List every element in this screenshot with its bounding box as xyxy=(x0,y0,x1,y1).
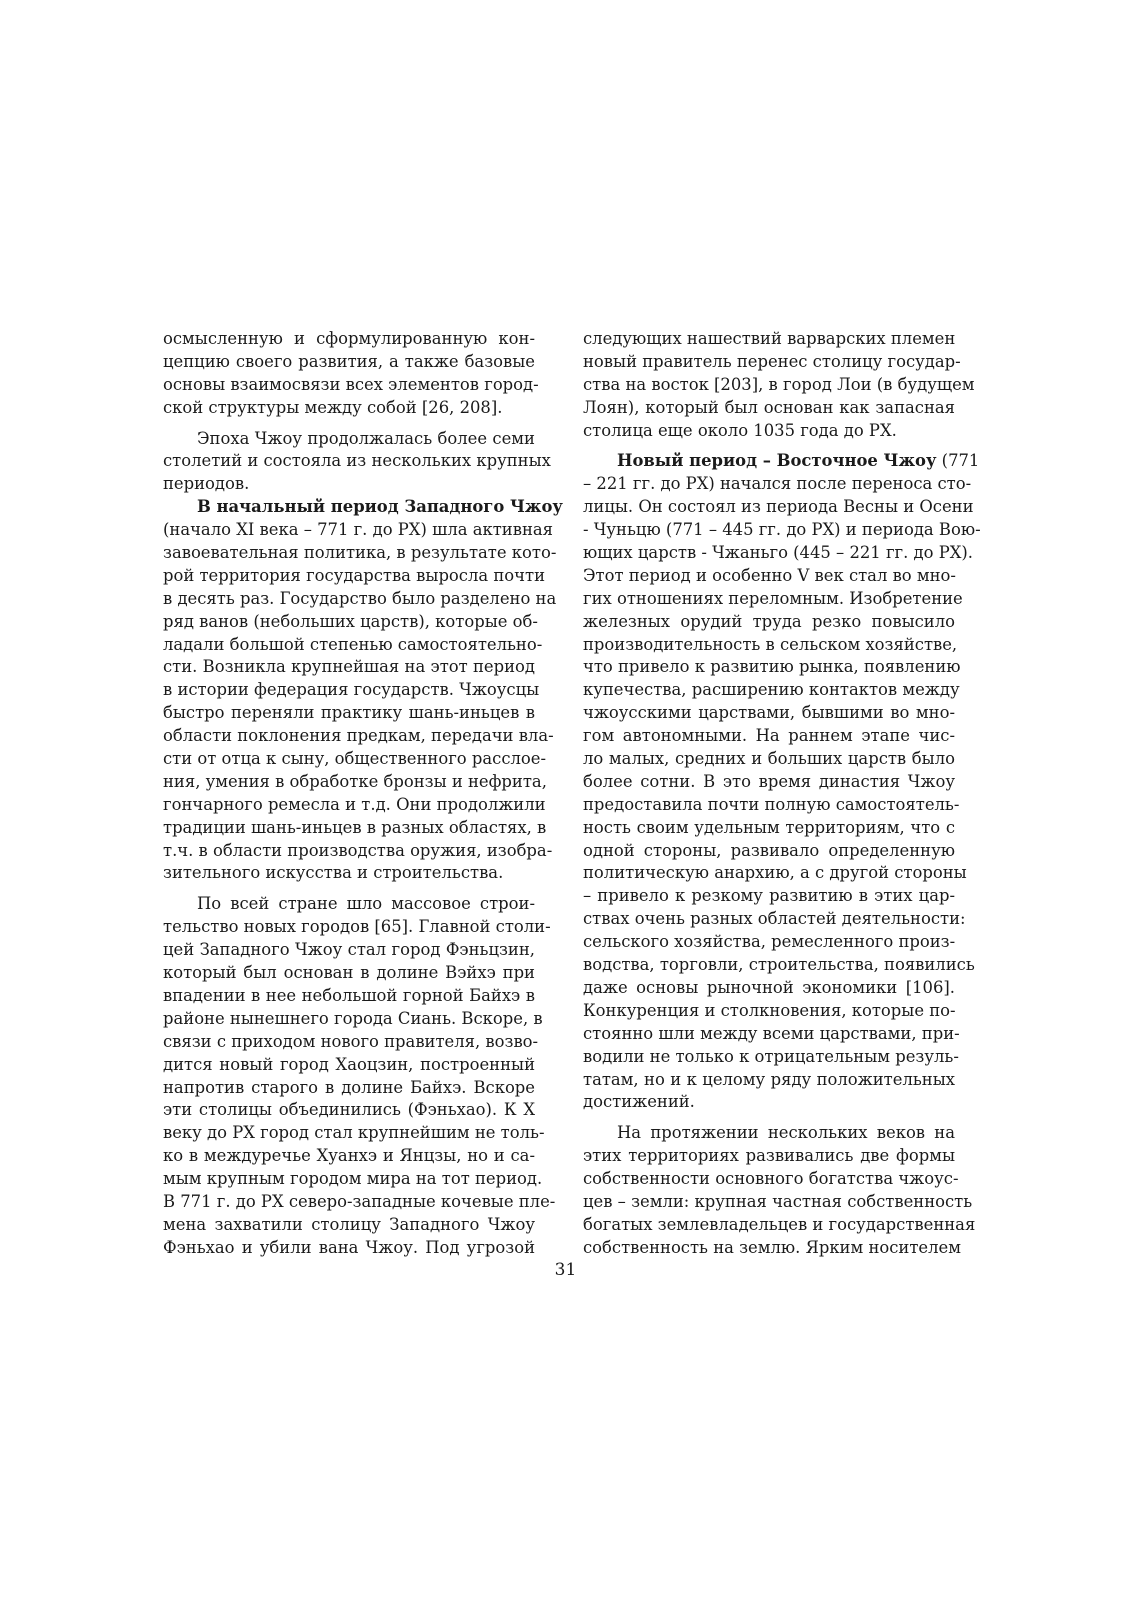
text-line: тельство новых городов [65]. Главной столи- xyxy=(163,917,551,937)
text-line: ствах очень разных областей деятельности: xyxy=(583,909,966,929)
text-line: железных орудий труда резко повысило xyxy=(583,611,955,631)
bold-heading: Новый период – Восточное Чжоу xyxy=(617,451,937,471)
text-line: цепцию своего развития, а также базовые xyxy=(163,351,535,371)
text-line: Этот период и особенно V век стал во мно- xyxy=(583,565,956,585)
text-line: На протяжении нескольких веков на xyxy=(617,1123,955,1143)
text-line: мена захватили столицу Западного Чжоу xyxy=(163,1214,535,1234)
text-line: рой территория государства выросла почти xyxy=(163,565,545,585)
page-number: 31 xyxy=(554,1260,577,1280)
text-line: следующих нашествий варварских племен xyxy=(583,329,956,348)
text-line: в десять раз. Государство было разделено на xyxy=(163,588,557,608)
text-line: сти. Возникла крупнейшая на этот период xyxy=(163,657,535,677)
text-line: столетий и состояла из нескольких крупных xyxy=(163,451,551,471)
text-line: сти от отца к сыну, общественного расслое- xyxy=(163,749,547,769)
text-line xyxy=(583,450,980,473)
text-line: достижений. xyxy=(583,1092,695,1112)
text-line: в истории федерация государств. Чжоусцы xyxy=(163,680,540,700)
text-line: собственность на землю. Ярким носителем xyxy=(583,1237,961,1257)
bold-heading: В начальный период Западного Чжоу xyxy=(197,497,563,517)
text-line: даже основы рыночной экономики [106]. xyxy=(583,977,955,997)
text-line: напротив старого в долине Байхэ. Вскоре xyxy=(163,1077,535,1097)
text-line: цей Западного Чжоу стал город Фэньцзин, xyxy=(163,940,535,960)
text-line: татам, но и к целому ряду положительных xyxy=(583,1069,955,1089)
text-line: завоевательная политика, в результате кото- xyxy=(163,543,557,563)
text-line: – привело к резкому развитию в этих цар- xyxy=(583,886,955,906)
text-line: ния, умения в обработке бронзы и нефрита, xyxy=(163,771,547,791)
text-line: Конкуренция и столкновения, которые по- xyxy=(583,1000,956,1020)
text-line: чжоусскими царствами, бывшими во мно- xyxy=(583,703,955,723)
text-line: По всей стране шло массовое строи- xyxy=(197,894,535,914)
text-line: производительность в сельском хозяйстве, xyxy=(583,634,958,654)
text-line: ладали большой степенью самостоятельно- xyxy=(163,634,543,654)
text-line: ющих царств - Чжаньго (445 – 221 гг. до РХ). xyxy=(583,543,974,563)
right-column xyxy=(583,328,981,1260)
paragraph xyxy=(583,450,981,1114)
text-line xyxy=(163,496,563,519)
text-line: впадении в нее небольшой горной Байхэ в xyxy=(163,985,535,1005)
text-line: гончарного ремесла и т.д. Они продолжили xyxy=(163,794,546,814)
paragraph xyxy=(583,1122,976,1259)
text-line: ность своим удельным территориям, что с xyxy=(583,817,955,837)
text-line: гих отношениях переломным. Изобретение xyxy=(583,588,963,608)
text-line: стоянно шли между всеми царствами, при- xyxy=(583,1023,960,1043)
text-line: Эпоха Чжоу продолжалась более семи xyxy=(197,428,535,448)
text-line: веку до РХ город стал крупнейшим не толь- xyxy=(163,1123,545,1143)
text-line: лицы. Он состоял из периода Весны и Осени xyxy=(583,497,974,517)
paragraph xyxy=(163,328,539,420)
text-line: периодов. xyxy=(163,474,250,494)
paragraph xyxy=(583,328,975,442)
text-line: предоставила почти полную самостоятель- xyxy=(583,794,960,814)
text-line: что привело к развитию рынка, появлению xyxy=(583,657,961,677)
text-line: ло малых, средних и больших царств было xyxy=(583,749,955,769)
text-line: - Чуньцю (771 – 445 гг. до РХ) и периода Вою- xyxy=(583,520,981,540)
text-line: дится новый город Хаоцзин, построенный xyxy=(163,1054,535,1074)
text-line: мым крупным городом мира на тот период. xyxy=(163,1169,543,1189)
text-line: ко в междуречье Хуанхэ и Янцзы, но и са- xyxy=(163,1146,535,1166)
left-column xyxy=(163,328,563,1260)
text-line: районе нынешнего города Сиань. Вскоре, в xyxy=(163,1008,543,1028)
text-line: осмысленную и сформулированную кон- xyxy=(163,329,535,348)
text-line: ской структуры между собой [26, 208]. xyxy=(163,397,503,417)
paragraph xyxy=(163,496,563,885)
text-line: Лоян), который был основан как запасная xyxy=(583,397,955,417)
text-line: водства, торговли, строительства, появились xyxy=(583,955,975,975)
text-line: сельского хозяйства, ремесленного произ- xyxy=(583,932,956,952)
text-line: – 221 гг. до РХ) начался после переноса сто- xyxy=(583,474,972,494)
text-line: собственности основного богатства чжоус- xyxy=(583,1169,959,1189)
text-line: быстро переняли практику шань-иньцев в xyxy=(163,703,535,723)
text-line: (начало XI века – 771 г. до РХ) шла активная xyxy=(163,520,553,540)
text-line: который был основан в долине Вэйхэ при xyxy=(163,963,535,983)
paragraph xyxy=(163,893,556,1259)
text-line: цев – земли: крупная частная собственность xyxy=(583,1191,973,1211)
text-line: области поклонения предкам, передачи вла- xyxy=(163,726,554,746)
text-line: столица еще около 1035 года до РХ. xyxy=(583,420,897,440)
text-line: В 771 г. до РХ северо-западные кочевые пле- xyxy=(163,1191,556,1211)
text-line: водили не только к отрицательным резуль- xyxy=(583,1046,959,1066)
text-line: купечества, расширению контактов между xyxy=(583,680,960,700)
text-line: традиции шань-иньцев в разных областях, в xyxy=(163,817,547,837)
text-line: одной стороны, развивало определенную xyxy=(583,840,955,860)
text-line: новый правитель перенес столицу государ- xyxy=(583,351,961,371)
text-line: Фэньхао и убили вана Чжоу. Под угрозой xyxy=(163,1237,535,1257)
text-fragment: (771 xyxy=(936,451,980,471)
text-line: зительного искусства и строительства. xyxy=(163,863,504,883)
paragraph xyxy=(163,428,551,497)
text-line: связи с приходом нового правителя, возво- xyxy=(163,1031,539,1051)
text-line: основы взаимосвязи всех элементов город- xyxy=(163,374,539,394)
text-line: политическую анархию, а с другой стороны xyxy=(583,863,967,883)
text-line: т.ч. в области производства оружия, изобра- xyxy=(163,840,553,860)
text-line: ряд ванов (небольших царств), которые об- xyxy=(163,611,538,631)
text-line: богатых землевладельцев и государственная xyxy=(583,1214,976,1234)
text-line: ства на восток [203], в город Лои (в будущем xyxy=(583,374,975,394)
text-line: гом автономными. На раннем этапе чис- xyxy=(583,726,955,746)
text-line: более сотни. В это время династия Чжоу xyxy=(583,771,955,791)
text-line: этих территориях развивались две формы xyxy=(583,1146,955,1166)
text-line: эти столицы объединились (Фэньхао). К X xyxy=(163,1100,535,1120)
